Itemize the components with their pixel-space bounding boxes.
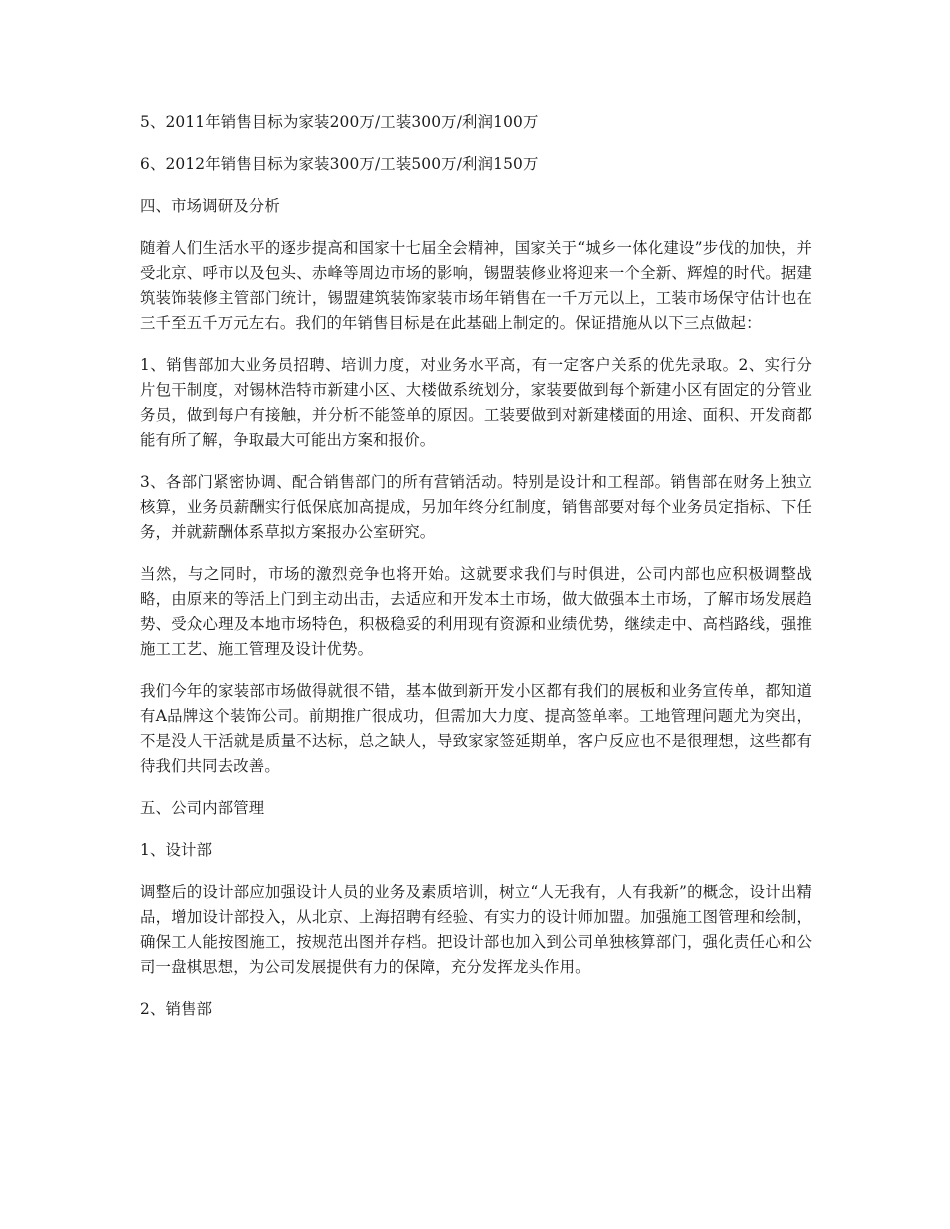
section-heading-market-research: 四、市场调研及分析 (140, 197, 280, 215)
competition-paragraph: 当然，与之同时，市场的激烈竞争也将开始。这就要求我们与时俱进，公司内部也应积极调整战略，由原来的等活上门到主动出击，去适应和开发本土市场，做大做强本土市场，了解市场发展趋势、受众心理及本地市场特色，积极稳妥的利用现有资源和业绩优势，继续走中、高档路线，强推施工工艺、施工管理及设计优势。 (140, 565, 812, 658)
sales-target-2011: 5、2011年销售目标为家装200万/工装300万/利润100万 (140, 113, 539, 131)
measures-paragraph-3: 3、各部门紧密协调、配合销售部门的所有营销活动。特别是设计和工程部。销售部在财务上独立核算，业务员薪酬实行低保底加高提成，另加年终分红制度，销售部要对每个业务员定指标、下任务，并就薪酬体系草拟方案报办公室研究。 (140, 473, 812, 541)
subheading-sales-department: 2、销售部 (140, 1000, 213, 1018)
sales-target-2012: 6、2012年销售目标为家装300万/工装500万/利润150万 (140, 155, 539, 173)
market-analysis-paragraph: 随着人们生活水平的逐步提高和国家十七届全会精神，国家关于“城乡一体化建设”步伐的加快，并受北京、呼市以及包头、赤峰等周边市场的影响，锡盟装修业将迎来一个全新、辉煌的时代。据建筑装饰装修主管部门统计，锡盟建筑装饰家装市场年销售在一千万元以上，工装市场保守估计也在三千至五千万元左右。我们的年销售目标是在此基础上制定的。保证措施从以下三点做起： (140, 239, 812, 332)
measures-paragraph-1-2: 1、销售部加大业务员招聘、培训力度，对业务水平高，有一定客户关系的优先录取。2、实行分片包干制度，对锡林浩特市新建小区、大楼做系统划分，家装要做到每个新建小区有固定的分管业务员，做到每户有接触，并分析不能签单的原因。工装要做到对新建楼面的用途、面积、开发商都能有所了解，争取最大可能出方案和报价。 (140, 356, 812, 449)
section-heading-internal-management: 五、公司内部管理 (140, 799, 265, 817)
home-decoration-paragraph: 我们今年的家装部市场做得就很不错，基本做到新开发小区都有我们的展板和业务宣传单，都知道有A品牌这个装饰公司。前期推广很成功，但需加大力度、提高签单率。工地管理问题尤为突出，不是没人干活就是质量不达标，总之缺人，导致家家签延期单，客户反应也不是很理想，这些都有待我们共同去改善。 (140, 682, 812, 775)
document-page (140, 110, 812, 1039)
design-department-paragraph: 调整后的设计部应加强设计人员的业务及素质培训，树立“人无我有，人有我新”的概念，设计出精品，增加设计部投入，从北京、上海招聘有经验、有实力的设计师加盟。加强施工图管理和绘制，确保工人能按图施工，按规范出图并存档。把设计部也加入到公司单独核算部门，强化责任心和公司一盘棋思想，为公司发展提供有力的保障，充分发挥龙头作用。 (140, 883, 812, 976)
subheading-design-department: 1、设计部 (140, 841, 213, 859)
